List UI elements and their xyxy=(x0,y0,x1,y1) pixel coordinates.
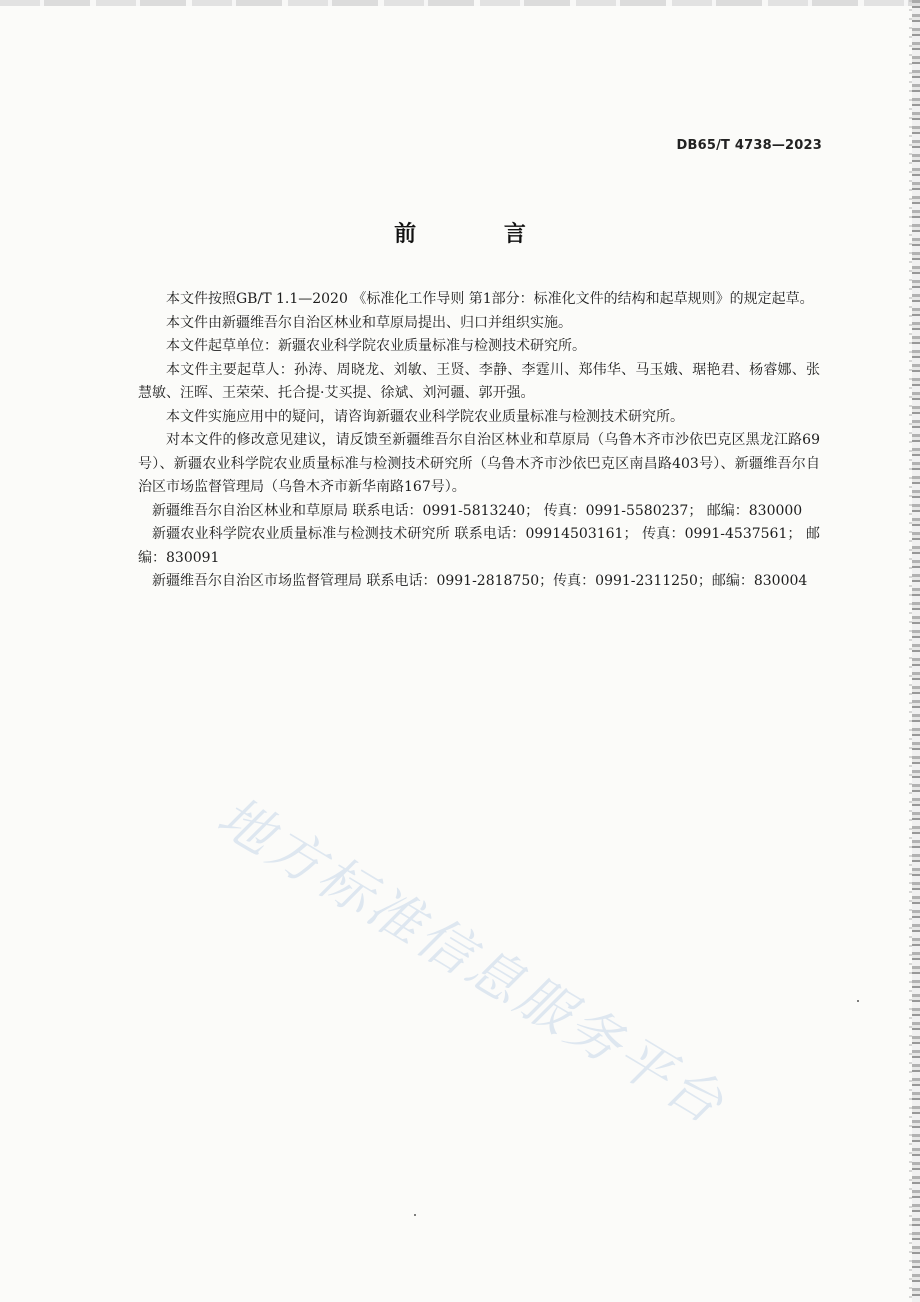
contact-market-regulation: 新疆维吾尔自治区市场监督管理局 联系电话：0991-2818750；传真：0991-2311250；邮编：830004 xyxy=(152,573,808,589)
contact-academy-institute: 新疆农业科学院农业质量标准与检测技术研究所 联系电话：09914503161； 传真：0991-4537561； 邮编：830091 xyxy=(138,526,820,566)
paragraph-inquiries: 本文件实施应用中的疑问，请咨询新疆农业科学院农业质量标准与检测技术研究所。 xyxy=(166,408,684,425)
scan-edge-right-inner xyxy=(909,0,912,1302)
page-title: 前 言 xyxy=(394,222,566,247)
scan-edge-top xyxy=(0,0,920,6)
paragraph-proposer: 本文件由新疆维吾尔自治区林业和草原局提出、归口并组织实施。 xyxy=(166,314,572,331)
paragraph-drafting-unit: 本文件起草单位：新疆农业科学院农业质量标准与检测技术研究所。 xyxy=(166,338,586,354)
scan-speck xyxy=(414,1214,416,1216)
paragraph-drafters: 本文件主要起草人：孙涛、周晓龙、刘敏、王贤、李静、李霆川、郑伟华、马玉娥、琚艳君、杨睿娜、张慧敏、汪晖、王荣荣、托合提·艾买提、徐斌、刘河疆、郭开强。 xyxy=(138,361,820,401)
scan-edge-right xyxy=(912,0,920,1302)
foreword-body xyxy=(138,288,820,594)
paragraph-feedback: 对本文件的修改意见建议，请反馈至新疆维吾尔自治区林业和草原局（乌鲁木齐市沙依巴克区黑龙江路69号）、新疆农业科学院农业质量标准与检测技术研究所（乌鲁木齐市沙依巴克区南昌路403号）、新疆维吾尔自治区市场监督管理局（乌鲁木齐市新华南路167号）。 xyxy=(138,432,820,495)
contact-forestry-bureau: 新疆维吾尔自治区林业和草原局 联系电话：0991-5813240； 传真：0991-5580237； 邮编：830000 xyxy=(152,502,803,519)
scan-speck xyxy=(857,1000,859,1002)
paragraph-drafting-basis: 本文件按照GB/T 1.1—2020 《标准化工作导则 第1部分：标准化文件的结构和起草规则》的规定起草。 xyxy=(166,291,814,307)
watermark-stamp: 地方标准信息服务平台 xyxy=(206,784,737,1138)
document-code: DB65/T 4738—2023 xyxy=(676,138,822,153)
